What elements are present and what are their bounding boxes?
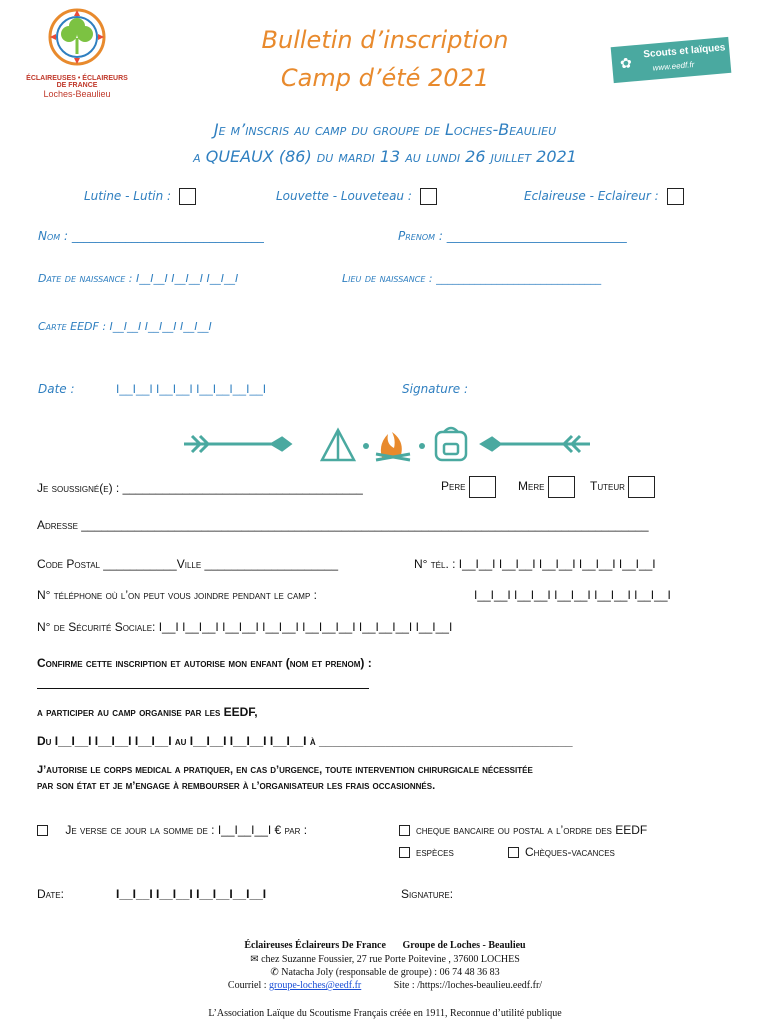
category-louveteau-label: Louvette - Louveteau : [276,189,412,203]
date-label: Date : [38,382,75,396]
footer-address: chez Suzanne Foussier, 27 rue Porte Poitevine , 37600 LOCHES [261,954,520,965]
badge-title: Scouts et laïques [642,42,726,61]
footer-org-line [0,940,770,951]
prenom-field[interactable]: Prenom : ______________________________ [398,229,627,243]
eedf-logo [22,4,132,104]
logo-line3: Loches-Beaulieu [43,89,111,99]
scouts-laiques-badge [611,37,732,83]
date-boxes[interactable]: I__I__I I__I__I I__I__I__I__I [116,382,267,396]
medical-text-1: J’autorise le corps medical a pratiquer, en cas d’urgence, toute intervention chirurgicale nécessitée [37,764,533,776]
cheques-vacances-option [508,845,615,859]
fleur-icon: ✿ [619,54,633,72]
category-eclaireur-label: Eclaireuse - Eclaireur : [524,189,659,203]
nom-field[interactable]: Nom : ________________________________ [38,229,264,243]
date-naissance-field[interactable]: Date de naissance : I__I__I I__I__I I__I__I [38,272,239,285]
cheque-option [399,823,647,837]
footer-org: Éclaireuses Éclaireurs De France [244,940,386,951]
especes-label: espèces [416,845,454,859]
final-date-label: Date: [37,887,64,901]
code-postal-ville-field[interactable]: Code Postal ___________Ville ____________________ [37,557,338,571]
enfant-name-line[interactable] [37,688,369,689]
medical-text-2: par son état et je m’engage à rembourser à l’organisateur les frais occasionnés. [37,780,436,792]
especes-option [399,845,454,859]
adresse-field[interactable]: Adresse _____________________________________________________________________________________ [37,518,649,532]
tuteur-checkbox[interactable] [628,476,655,498]
mere-label: Mere [518,479,545,494]
versement-text: Je verse ce jour la somme de : I__I__I__I € par : [65,823,308,837]
footer-mail-label: Courriel : [227,980,267,991]
tel-camp-field[interactable]: I__I__I I__I__I I__I__I I__I__I I__I__I [474,588,671,602]
tuteur-label: Tuteur [590,479,625,494]
final-signature-label: Signature: [401,887,454,901]
badge-url: www.eedf.fr [652,60,695,73]
louveteau-checkbox[interactable] [420,188,437,205]
footer-group: Groupe de Loches - Beaulieu [402,940,526,951]
logo-line1: ÉCLAIREUSES • ÉCLAIREURS [26,75,128,82]
intro-line2: a QUEAUX (86) du mardi 13 au lundi 26 juillet 2021 [193,147,577,166]
footer-address-line [0,954,770,965]
footer-contact-line [0,980,770,991]
campfire-icon [376,432,410,460]
footer-phone: Natacha Joly (responsable de groupe) : 06 74 48 36 83 [281,967,500,978]
especes-checkbox[interactable] [399,847,410,858]
category-eclaireur [524,188,684,205]
title-line1: Bulletin d’inscription [261,26,509,54]
logo-line2: DE FRANCE [56,82,98,89]
telephone-field[interactable]: N° tél. : I__I__I I__I__I I__I__I I__I__I I__I__I [414,557,656,571]
participer-text: a participer au camp organise par les EEDF, [37,705,258,719]
mere-checkbox[interactable] [548,476,575,498]
versement-checkbox[interactable] [37,825,48,836]
pere-checkbox[interactable] [469,476,496,498]
confirm-text: Confirme cette inscription et autorise mon enfant (nom et prenom) : [37,656,372,670]
tel-camp-label: N° téléphone où l’on peut vous joindre pendant le camp : [37,588,317,602]
intro-line1: Je m’inscris au camp du groupe de Loches-Beaulieu [213,120,557,139]
lutin-checkbox[interactable] [179,188,196,205]
mere-option [518,476,575,498]
arrow-divider-icon [182,422,592,466]
backpack-icon [436,428,466,460]
footer-phone-line [0,967,770,978]
cheques-vacances-checkbox[interactable] [508,847,519,858]
dates-lieu-field[interactable]: Du I__I__I I__I__I I__I__I au I__I__I I__I__I I__I__I à ______________________________________ [37,734,573,748]
footer-site: Site : /https://loches-beaulieu.eedf.fr/ [393,980,543,991]
pere-label: Pere [441,479,466,494]
title-line2: Camp d’été 2021 [280,64,490,92]
signature-label: Signature : [402,382,469,396]
category-lutin-label: Lutine - Lutin : [84,189,172,203]
carte-eedf-field[interactable]: Carte EEDF : I__I__I I__I__I I__I__I [38,320,212,333]
pere-option [441,476,496,498]
cheque-label: cheque bancaire ou postal a l’ordre des EEDF [416,823,648,837]
lieu-naissance-field[interactable]: Lieu de naissance : ______________________________ [342,272,602,285]
footer-assoc: L’Association Laïque du Scoutisme Français créée en 1911, Reconnue d’utilité publique [208,1008,562,1019]
envelope-icon: ✉ [250,954,259,965]
footer-mail-link[interactable]: groupe-loches@eedf.fr [269,980,362,991]
versement-row [37,823,307,837]
cheque-checkbox[interactable] [399,825,410,836]
tent-icon [322,430,354,460]
phone-icon: ✆ [270,967,279,978]
eclaireur-checkbox[interactable] [667,188,684,205]
category-louveteau [276,188,437,205]
tuteur-option [590,476,655,498]
cheques-vacances-label: Chèques-vacances [525,845,615,859]
category-lutin [84,188,196,205]
clover-logo-icon [22,4,132,70]
securite-sociale-field[interactable]: N° de Sécurité Sociale: I__I I__I__I I__I__I I__I__I I__I__I__I I__I__I__I I__I__I [37,620,453,634]
final-date-boxes[interactable]: I__I__I I__I__I I__I__I__I__I [116,887,267,901]
soussigne-field[interactable]: Je soussigné(e) : ____________________________________ [37,481,363,495]
